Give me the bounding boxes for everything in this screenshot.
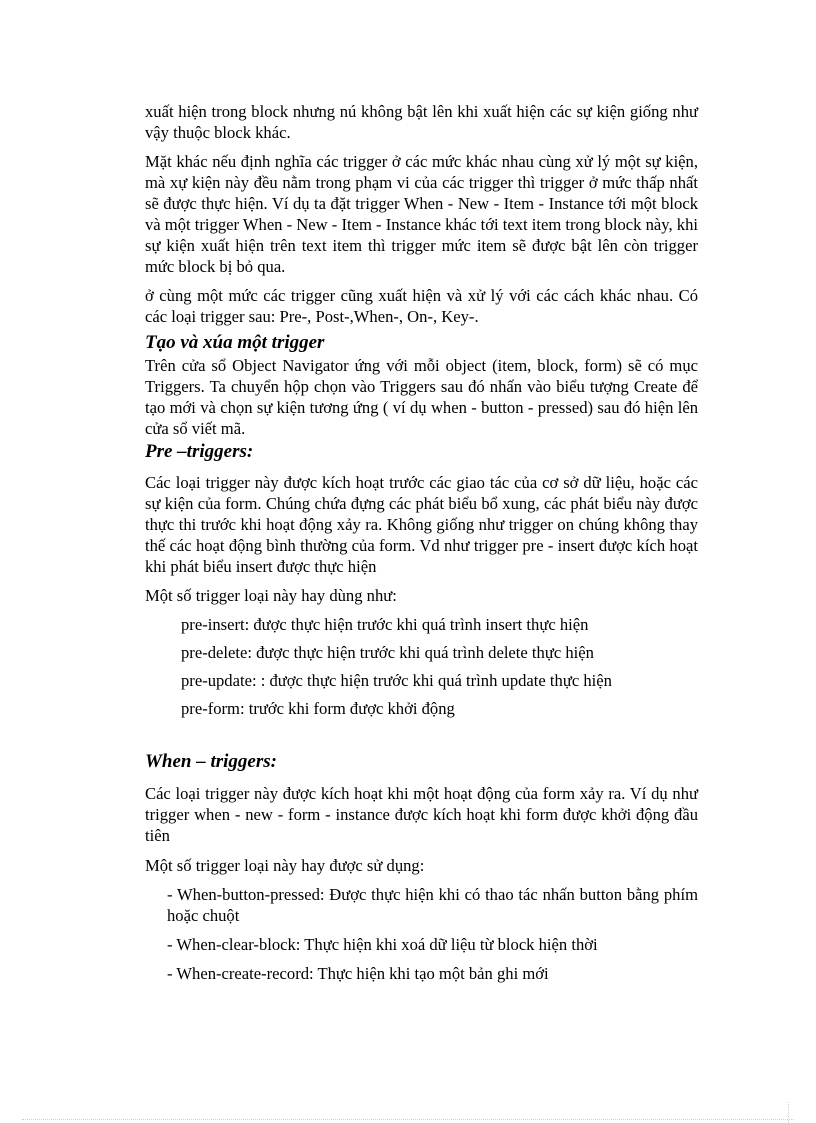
list-item: pre-insert: được thực hiện trước khi quá trình insert thực hiện <box>181 615 589 634</box>
heading-create-delete-trigger: Tạo và xúa một trigger <box>145 332 325 353</box>
page-bottom-border <box>22 1119 794 1120</box>
list-item: - When-clear-block: Thực hiện khi xoá dữ liệu từ block hiện thời <box>167 935 598 954</box>
text-column <box>145 101 698 984</box>
when-triggers-list-intro: Một số trigger loại này hay được sử dụng: <box>145 856 425 875</box>
list-item: - When-create-record: Thực hiện khi tạo một bản ghi mới <box>167 964 549 983</box>
page-corner-mark <box>788 1102 790 1123</box>
intro-paragraph-1: xuất hiện trong block nhưng nú không bật lên khi xuất hiện các sự kiện giống như vậy thuộc block khác. <box>145 102 698 142</box>
create-trigger-paragraph: Trên cửa sổ Object Navigator ứng với mỗi object (item, block, form) sẽ có mục Triggers. Ta chuyển hộp chọn vào Triggers sau đó nhấn vào biểu tượng Create để tạo mới và chọn sự kiện tương ứng ( ví dụ when - button - pressed) sau đó hiện lên cửa sổ viết mã. <box>145 356 698 438</box>
intro-paragraph-3: ở cùng một mức các trigger cũng xuất hiện và xử lý với các cách khác nhau. Có các loại trigger sau: Pre-, Post-,When-, On-, Key-. <box>145 286 698 326</box>
list-item: pre-update: : được thực hiện trước khi quá trình update thực hiện <box>181 671 612 690</box>
intro-paragraph-2: Mặt khác nếu định nghĩa các trigger ở các mức khác nhau cùng xử lý một sự kiện, mà xự kiện này đều nằm trong phạm vi của các trigger thì trigger ở mức thấp nhất sẽ được thực hiện. Ví dụ ta đặt trigger When - New - Item - Instance tới một block và một trigger When - New - Item - Instance khác tới text item trong block này, khi sự kiện xuất hiện trên text item thì trigger mức item sẽ được bật lên còn trigger mức block bị bỏ qua. <box>145 152 698 276</box>
when-triggers-list <box>145 884 698 984</box>
list-item: pre-delete: được thực hiện trước khi quá trình delete thực hiện <box>181 643 594 662</box>
list-item: - When-button-pressed: Được thực hiện khi có thao tác nhấn button bằng phím hoặc chuột <box>167 885 698 925</box>
pre-triggers-list <box>145 614 698 719</box>
pre-triggers-paragraph: Các loại trigger này được kích hoạt trước các giao tác của cơ sở dữ liệu, hoặc các sự kiện của form. Chúng chứa đựng các phát biểu bổ xung, các phát biểu này được thực thi trước khi hoạt động xảy ra. Không giống như trigger on chúng không thay thế các hoạt động bình thường của form. Vd như trigger pre - insert được kích hoạt khi phát biểu insert được thực hiện <box>145 473 698 576</box>
when-triggers-paragraph: Các loại trigger này được kích hoạt khi một hoạt động của form xảy ra. Ví dụ như trigger when - new - form - instance được kích hoạt khi form được khởi động đầu tiên <box>145 784 698 845</box>
pre-triggers-list-intro: Một số trigger loại này hay dùng như: <box>145 586 397 605</box>
heading-when-triggers: When – triggers: <box>145 751 277 772</box>
heading-pre-triggers: Pre –triggers: <box>145 441 254 462</box>
list-item: pre-form: trước khi form được khởi động <box>181 699 455 718</box>
